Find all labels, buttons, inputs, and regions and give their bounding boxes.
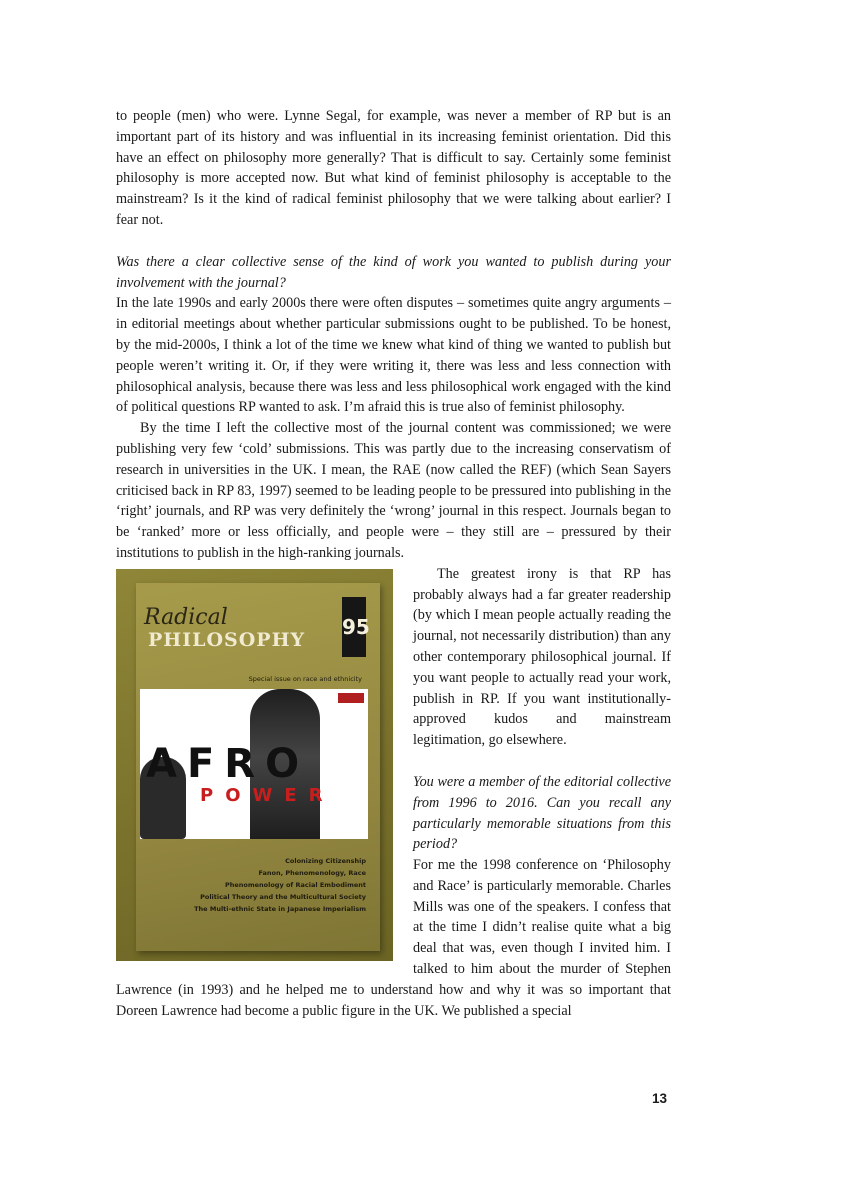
cover-title-radical: Radical: [144, 604, 228, 630]
interview-question: You were a member of the editorial collective from 1996 to 2016. Can you recall any particularly memorable situations from this period?: [413, 773, 671, 853]
paragraph: to people (men) who were. Lynne Segal, for example, was never a member of RP but is an important part of its history and was influential in its increasing feminist orientation. Did this have an effect on philosophy more generally? That is difficult to say. Certainly some feminist philosophy is more accepted now. But what kind of feminist philosophy is acceptable to the mainstream? Is it the kind of radical feminist philosophy that we were talking about earlier? I fear not.: [116, 108, 671, 228]
cover-photo: [140, 689, 368, 839]
power-text: POWER: [200, 784, 335, 806]
contents-item: Phenomenology of Racial Embodiment: [224, 880, 366, 889]
issue-number: 95: [342, 597, 366, 657]
paragraph: For me the 1998 conference on ‘Philosophy and Race’ is particularly memorable. Charles Mills was one of the speakers. I confess that at the time I didn’t realise quite what a big deal that was, even though I invited him. I talked to him about the murder of Stephen Lawrence (in 1993) and he helped me to understand how and why it was so important that Doreen Lawrence had become a public figure in the UK. We published a special: [116, 857, 671, 1019]
contents-item: Colonizing Citizenship: [285, 856, 366, 865]
contents-item: The Multi-ethnic State in Japanese Imperialism: [194, 904, 366, 913]
contents-item: Political Theory and the Multicultural Society: [200, 892, 366, 901]
page-number: 13: [651, 1091, 667, 1106]
cover-title-philosophy: PHILOSOPHY: [148, 628, 306, 651]
special-issue-label: Special issue on race and ethnicity: [248, 674, 362, 683]
paragraph: In the late 1990s and early 2000s there were often disputes – sometimes quite angry arguments – in editorial meetings about whether particular submissions ought to be published. To be honest, by the mid-2000s, I think a lot of the time we knew what kind of thing we wanted to publish but people weren’t writing it. Or, if they were writing it, there was less and less connection with philosophical analysis, because there was less and less philosophical work engaged with the kind of political questions RP wanted to ask. I’m afraid this is true also of feminist philosophy.: [116, 295, 671, 416]
contents-item: Fanon, Phenomenology, Race: [258, 868, 366, 877]
magazine-cover: [136, 583, 380, 951]
paragraph: By the time I left the collective most of the journal content was commissioned; we were publishing very few ‘cold’ submissions. This was partly due to the increasing conservatism of research in universities in the UK. I mean, the RAE (now called the REF) (which Sean Sayers criticised back in RP 83, 1997) seemed to be leading people to be pressured into publishing in the ‘right’ journals, and RP was very definitely the ‘wrong’ journal in this respect. Journals began to be ‘ranked’ more or less officially, and people were – they still are – pressured by their institutions to publish in the high-ranking journals.: [116, 420, 671, 561]
paragraph: The greatest irony is that RP has probably always had a far greater readership (by which I mean people actually reading the journal, not necessarily distribution) than any other contemporary philosophical journal. If you want people to actually read your work, publish in RP. If you want institutionally-approved kudos and mainstream legitimation, go elsewhere.: [413, 565, 671, 749]
memorial-tag: [338, 693, 364, 703]
interview-question: Was there a clear collective sense of the kind of work you wanted to publish during your involvement with the journal?: [116, 253, 671, 291]
journal-cover-photo: [116, 569, 393, 961]
afro-text: AFRO: [146, 740, 310, 787]
cover-contents: [194, 855, 366, 915]
article-body: [116, 106, 671, 1021]
